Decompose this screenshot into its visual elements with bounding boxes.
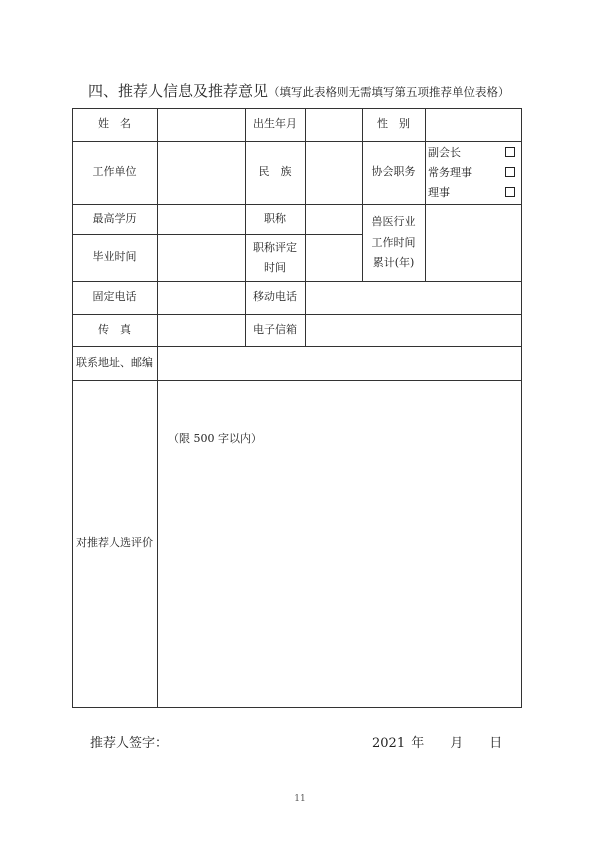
field-gender[interactable]: [425, 108, 521, 141]
label-work-unit: 工作单位: [92, 165, 137, 179]
checkbox-executive-director[interactable]: [505, 167, 515, 177]
field-title-eval-time[interactable]: [305, 234, 362, 281]
label-title-eval-time-line2: 时间: [264, 260, 286, 274]
field-education[interactable]: [157, 204, 245, 234]
label-birth: 出生年月: [253, 117, 297, 131]
role-option-executive-director: 常务理事: [428, 166, 472, 179]
grid-line: [72, 707, 522, 708]
role-option-director: 理事: [428, 186, 450, 199]
signature-label: 推荐人签字：: [90, 736, 169, 751]
label-gender: 性 别: [377, 117, 410, 131]
section-note: （填写此表格则无需填写第五项推荐单位表格）: [268, 85, 510, 99]
field-vet-years[interactable]: [425, 204, 521, 281]
label-vet-years-line3: 累计(年): [372, 256, 415, 270]
signature-date: 2021 年 月 日: [372, 736, 503, 751]
role-option-vice-president: 副会长: [428, 146, 461, 159]
checkbox-vice-president[interactable]: [505, 147, 515, 157]
checkbox-director[interactable]: [505, 187, 515, 197]
label-vet-years-line2: 工作时间: [371, 235, 416, 249]
field-graduation-time[interactable]: [157, 234, 245, 281]
field-name[interactable]: [157, 108, 245, 141]
field-birth[interactable]: [305, 108, 362, 141]
field-email[interactable]: [305, 314, 521, 346]
field-title[interactable]: [305, 204, 362, 234]
field-landline[interactable]: [157, 281, 245, 314]
field-mobile[interactable]: [305, 281, 521, 314]
evaluation-hint: （限 500 字以内）: [168, 432, 262, 445]
page-number: 11: [294, 794, 306, 804]
label-landline: 固定电话: [92, 290, 137, 304]
label-fax: 传 真: [98, 322, 131, 336]
label-association-role: 协会职务: [371, 165, 416, 179]
label-title-eval-time-line1: 职称评定: [253, 240, 297, 254]
grid-line: [521, 108, 522, 708]
label-ethnicity: 民 族: [258, 165, 292, 179]
label-title-eval-time: [245, 234, 305, 281]
section-title: 四、推荐人信息及推荐意见: [88, 82, 269, 100]
field-fax[interactable]: [157, 314, 245, 346]
label-graduation-time: 毕业时间: [92, 250, 137, 264]
label-email: 电子信箱: [253, 322, 297, 336]
field-work-unit[interactable]: [157, 141, 245, 204]
label-name: 姓 名: [98, 117, 131, 131]
label-education: 最高学历: [92, 211, 137, 225]
label-title: 职称: [264, 211, 286, 225]
field-address[interactable]: [157, 346, 521, 380]
label-vet-years-line1: 兽医行业: [371, 214, 416, 228]
label-evaluation: 对推荐人选评价: [76, 536, 153, 550]
field-ethnicity[interactable]: [305, 141, 362, 204]
label-mobile: 移动电话: [253, 290, 297, 304]
label-address: 联系地址、邮编: [76, 355, 153, 369]
label-vet-years: [362, 206, 425, 280]
